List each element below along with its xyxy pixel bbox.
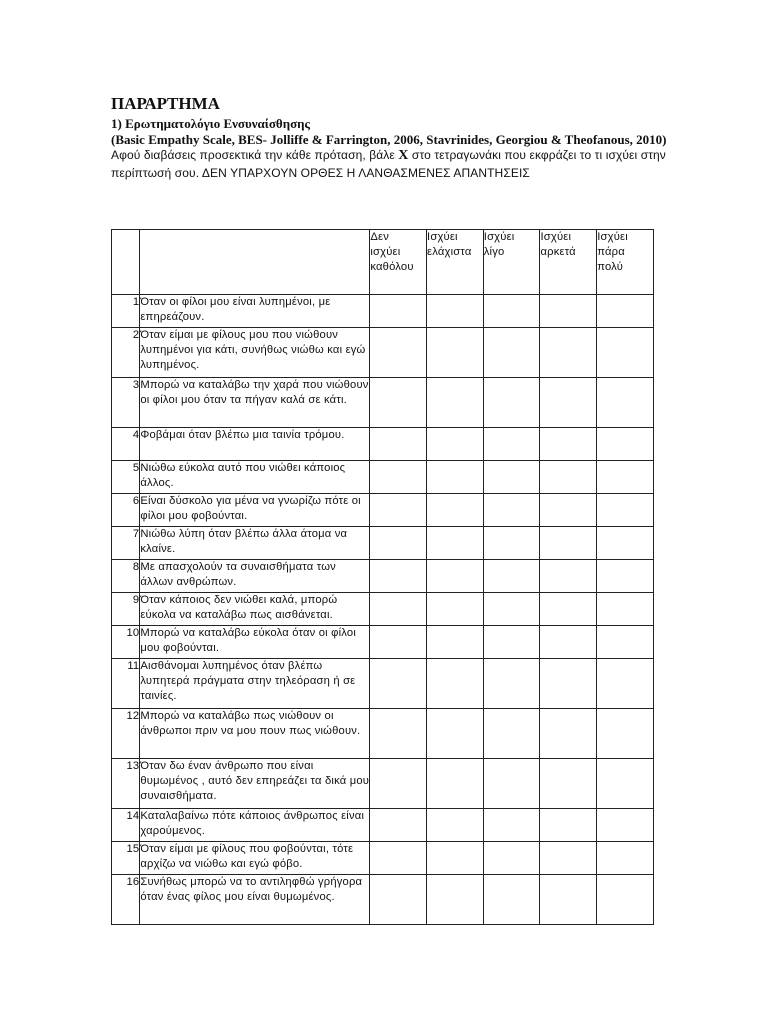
answer-checkbox-cell[interactable] <box>483 328 540 378</box>
column-header-line: Δεν <box>370 231 389 243</box>
table-row <box>112 659 654 709</box>
instructions-x-mark: Χ <box>398 148 409 163</box>
table-row <box>112 809 654 842</box>
answer-checkbox-cell[interactable] <box>370 626 427 659</box>
answer-checkbox-cell[interactable] <box>540 527 597 560</box>
table-row <box>112 295 654 328</box>
column-header-line: Ισχύει <box>540 231 572 243</box>
questionnaire-title: 1) Ερωτηματολόγιο Ενσυναίσθησης <box>111 116 311 131</box>
answer-checkbox-cell[interactable] <box>427 659 484 709</box>
answer-checkbox-cell[interactable] <box>540 842 597 875</box>
answer-checkbox-cell[interactable] <box>370 875 427 925</box>
citation: (Basic Empathy Scale, BES- Jolliffe & Farrington, 2006, Stavrinides, Georgiou & Theofanous, 2010) <box>111 131 667 147</box>
table-row <box>112 527 654 560</box>
answer-checkbox-cell[interactable] <box>483 461 540 494</box>
column-header-line: Ισχύει <box>427 231 458 243</box>
answer-checkbox-cell[interactable] <box>427 494 484 527</box>
answer-checkbox-cell[interactable] <box>597 461 654 494</box>
item-statement: Μπορώ να καταλάβω την χαρά που νιώθουν οι φίλοι μου όταν τα πήγαν καλά σε κάτι. <box>140 378 370 428</box>
item-number: 1 <box>112 295 140 328</box>
answer-checkbox-cell[interactable] <box>427 295 484 328</box>
column-header-line: λίγο <box>483 246 505 258</box>
item-statement: Μπορώ να καταλάβω πως νιώθουν οι άνθρωποι πριν να μου πουν πως νιώθουν. <box>140 709 370 759</box>
answer-checkbox-cell[interactable] <box>540 626 597 659</box>
answer-checkbox-cell[interactable] <box>427 428 484 461</box>
answer-checkbox-cell[interactable] <box>483 875 540 925</box>
item-number: 12 <box>112 709 140 759</box>
table-row <box>112 626 654 659</box>
answer-checkbox-cell[interactable] <box>597 295 654 328</box>
answer-checkbox-cell[interactable] <box>540 378 597 428</box>
table-row <box>112 428 654 461</box>
item-statement: Συνήθως μπορώ να το αντιληφθώ γρήγορα όταν ένας φίλος μου είναι θυμωμένος. <box>140 875 370 925</box>
answer-checkbox-cell[interactable] <box>427 809 484 842</box>
column-header-line: Ισχύει <box>597 231 628 243</box>
item-statement: Μπορώ να καταλάβω εύκολα όταν οι φίλοι μου φοβούνται. <box>140 626 370 659</box>
answer-checkbox-cell[interactable] <box>427 328 484 378</box>
answer-checkbox-cell[interactable] <box>370 809 427 842</box>
answer-checkbox-cell[interactable] <box>370 428 427 461</box>
column-header-line: αρκετά <box>540 246 576 258</box>
answer-checkbox-cell[interactable] <box>597 709 654 759</box>
table-row <box>112 875 654 925</box>
answer-checkbox-cell[interactable] <box>540 428 597 461</box>
table-row <box>112 494 654 527</box>
item-statement: Καταλαβαίνω πότε κάποιος άνθρωπος είναι χαρούμενος. <box>140 809 370 842</box>
answer-checkbox-cell[interactable] <box>483 428 540 461</box>
answer-checkbox-cell[interactable] <box>540 328 597 378</box>
item-number: 7 <box>112 527 140 560</box>
answer-checkbox-cell[interactable] <box>597 560 654 593</box>
answer-checkbox-cell[interactable] <box>540 875 597 925</box>
answer-checkbox-cell[interactable] <box>370 659 427 709</box>
answer-checkbox-cell[interactable] <box>483 626 540 659</box>
answer-checkbox-cell[interactable] <box>540 560 597 593</box>
header-number-cell <box>112 230 140 295</box>
instructions <box>111 147 671 181</box>
answer-checkbox-cell[interactable] <box>597 875 654 925</box>
item-statement: Νιώθω λύπη όταν βλέπω άλλα άτομα να κλαίνε. <box>140 527 370 560</box>
answer-checkbox-cell[interactable] <box>483 295 540 328</box>
table-row <box>112 842 654 875</box>
answer-checkbox-cell[interactable] <box>540 659 597 709</box>
answer-checkbox-cell[interactable] <box>483 527 540 560</box>
column-header-line: καθόλου <box>370 261 414 273</box>
item-number: 3 <box>112 378 140 428</box>
answer-checkbox-cell[interactable] <box>597 428 654 461</box>
answer-checkbox-cell[interactable] <box>370 709 427 759</box>
answer-checkbox-cell[interactable] <box>597 659 654 709</box>
table-row <box>112 328 654 378</box>
answer-checkbox-cell[interactable] <box>540 295 597 328</box>
answer-checkbox-cell[interactable] <box>427 461 484 494</box>
item-number: 5 <box>112 461 140 494</box>
item-number: 14 <box>112 809 140 842</box>
answer-checkbox-cell[interactable] <box>597 626 654 659</box>
item-statement: Είναι δύσκολο για μένα να γνωρίζω πότε οι φίλοι μου φοβούνται. <box>140 494 370 527</box>
column-header <box>597 230 654 295</box>
answer-checkbox-cell[interactable] <box>370 378 427 428</box>
answer-checkbox-cell[interactable] <box>540 494 597 527</box>
item-statement: Με απασχολούν τα συναισθήματα των άλλων ανθρώπων. <box>140 560 370 593</box>
answer-checkbox-cell[interactable] <box>427 527 484 560</box>
answer-checkbox-cell[interactable] <box>370 759 427 809</box>
answer-checkbox-cell[interactable] <box>427 560 484 593</box>
answer-checkbox-cell[interactable] <box>540 759 597 809</box>
answer-checkbox-cell[interactable] <box>427 378 484 428</box>
answer-checkbox-cell[interactable] <box>483 709 540 759</box>
column-header-line: ελάχιστα <box>427 246 472 258</box>
column-header-line: πολύ <box>597 261 624 273</box>
item-number: 4 <box>112 428 140 461</box>
answer-checkbox-cell[interactable] <box>427 842 484 875</box>
answer-checkbox-cell[interactable] <box>483 494 540 527</box>
answer-checkbox-cell[interactable] <box>483 560 540 593</box>
answer-checkbox-cell[interactable] <box>370 328 427 378</box>
table-row <box>112 759 654 809</box>
answer-checkbox-cell[interactable] <box>427 759 484 809</box>
answer-checkbox-cell[interactable] <box>370 527 427 560</box>
item-number: 10 <box>112 626 140 659</box>
answer-checkbox-cell[interactable] <box>540 809 597 842</box>
answer-checkbox-cell[interactable] <box>427 875 484 925</box>
table-row <box>112 709 654 759</box>
answer-checkbox-cell[interactable] <box>597 759 654 809</box>
answer-checkbox-cell[interactable] <box>483 659 540 709</box>
item-statement: Όταν οι φίλοι μου είναι λυπημένοι, με επηρεάζουν. <box>140 295 370 328</box>
answer-checkbox-cell[interactable] <box>370 560 427 593</box>
item-statement: Αισθάνομαι λυπημένος όταν βλέπω λυπητερά πράγματα στην τηλεόραση ή σε ταινίες. <box>140 659 370 709</box>
answer-checkbox-cell[interactable] <box>597 494 654 527</box>
item-statement: Όταν δω έναν άνθρωπο που είναι θυμωμένος , αυτό δεν επηρεάζει τα δικά μου συναισθήματα. <box>140 759 370 809</box>
column-header <box>540 230 597 295</box>
answer-checkbox-cell[interactable] <box>597 527 654 560</box>
answer-checkbox-cell[interactable] <box>427 593 484 626</box>
answer-checkbox-cell[interactable] <box>483 759 540 809</box>
answer-checkbox-cell[interactable] <box>370 461 427 494</box>
item-statement: Φοβάμαι όταν βλέπω μια ταινία τρόμου. <box>140 428 370 461</box>
item-statement: Νιώθω εύκολα αυτό που νιώθει κάποιος άλλος. <box>140 461 370 494</box>
table-header-row <box>112 230 654 295</box>
column-header <box>370 230 427 295</box>
item-statement: Όταν είμαι με φίλους μου που νιώθουν λυπημένοι για κάτι, συνήθως νιώθω και εγώ λυπημένος. <box>140 328 370 378</box>
item-number: 2 <box>112 328 140 378</box>
answer-checkbox-cell[interactable] <box>483 842 540 875</box>
answer-checkbox-cell[interactable] <box>597 842 654 875</box>
answer-checkbox-cell[interactable] <box>597 328 654 378</box>
table-row <box>112 593 654 626</box>
answer-checkbox-cell[interactable] <box>370 494 427 527</box>
answer-checkbox-cell[interactable] <box>370 842 427 875</box>
answer-checkbox-cell[interactable] <box>597 593 654 626</box>
table-row <box>112 461 654 494</box>
item-number: 9 <box>112 593 140 626</box>
item-statement: Όταν κάποιος δεν νιώθει καλά, μπορώ εύκολα να καταλάβω πως αισθάνεται. <box>140 593 370 626</box>
answer-checkbox-cell[interactable] <box>370 593 427 626</box>
item-number: 11 <box>112 659 140 709</box>
column-header-line: Ισχύει <box>483 231 515 243</box>
page-title: ΠΑΡΑΡΤΗΜΑ <box>111 94 220 113</box>
header-statement-cell <box>140 230 370 295</box>
item-number: 8 <box>112 560 140 593</box>
document-header <box>111 94 671 181</box>
item-statement: Όταν είμαι με φίλους που φοβούνται, τότε αρχίζω να νιώθω και εγώ φόβο. <box>140 842 370 875</box>
answer-checkbox-cell[interactable] <box>597 378 654 428</box>
answer-checkbox-cell[interactable] <box>427 709 484 759</box>
item-number: 6 <box>112 494 140 527</box>
column-header-line: πάρα <box>597 246 625 258</box>
questionnaire-table <box>111 229 654 925</box>
item-number: 13 <box>112 759 140 809</box>
answer-checkbox-cell[interactable] <box>540 709 597 759</box>
instructions-text-start: Αφού διαβάσεις προσεκτικά την κάθε πρόταση, βάλε <box>111 148 399 162</box>
answer-checkbox-cell[interactable] <box>427 626 484 659</box>
item-number: 16 <box>112 875 140 925</box>
answer-checkbox-cell[interactable] <box>483 593 540 626</box>
instructions-text-end: στο τετραγωνάκι που εκφράζει το τι ισχύει στην περίπτωσή σου. ΔΕΝ ΥΠΑΡΧΟΥΝ ΟΡΘΕΣ Η ΛΑΝΘΑΣΜΕΝΕΣ ΑΠΑΝΤΗΣΕΙΣ <box>111 148 666 180</box>
answer-checkbox-cell[interactable] <box>483 809 540 842</box>
table-row <box>112 560 654 593</box>
answer-checkbox-cell[interactable] <box>540 593 597 626</box>
answer-checkbox-cell[interactable] <box>483 378 540 428</box>
item-number: 15 <box>112 842 140 875</box>
answer-checkbox-cell[interactable] <box>540 461 597 494</box>
answer-checkbox-cell[interactable] <box>370 295 427 328</box>
column-header-line: ισχύει <box>370 246 401 258</box>
answer-checkbox-cell[interactable] <box>597 809 654 842</box>
table-row <box>112 378 654 428</box>
column-header <box>427 230 484 295</box>
column-header <box>483 230 540 295</box>
